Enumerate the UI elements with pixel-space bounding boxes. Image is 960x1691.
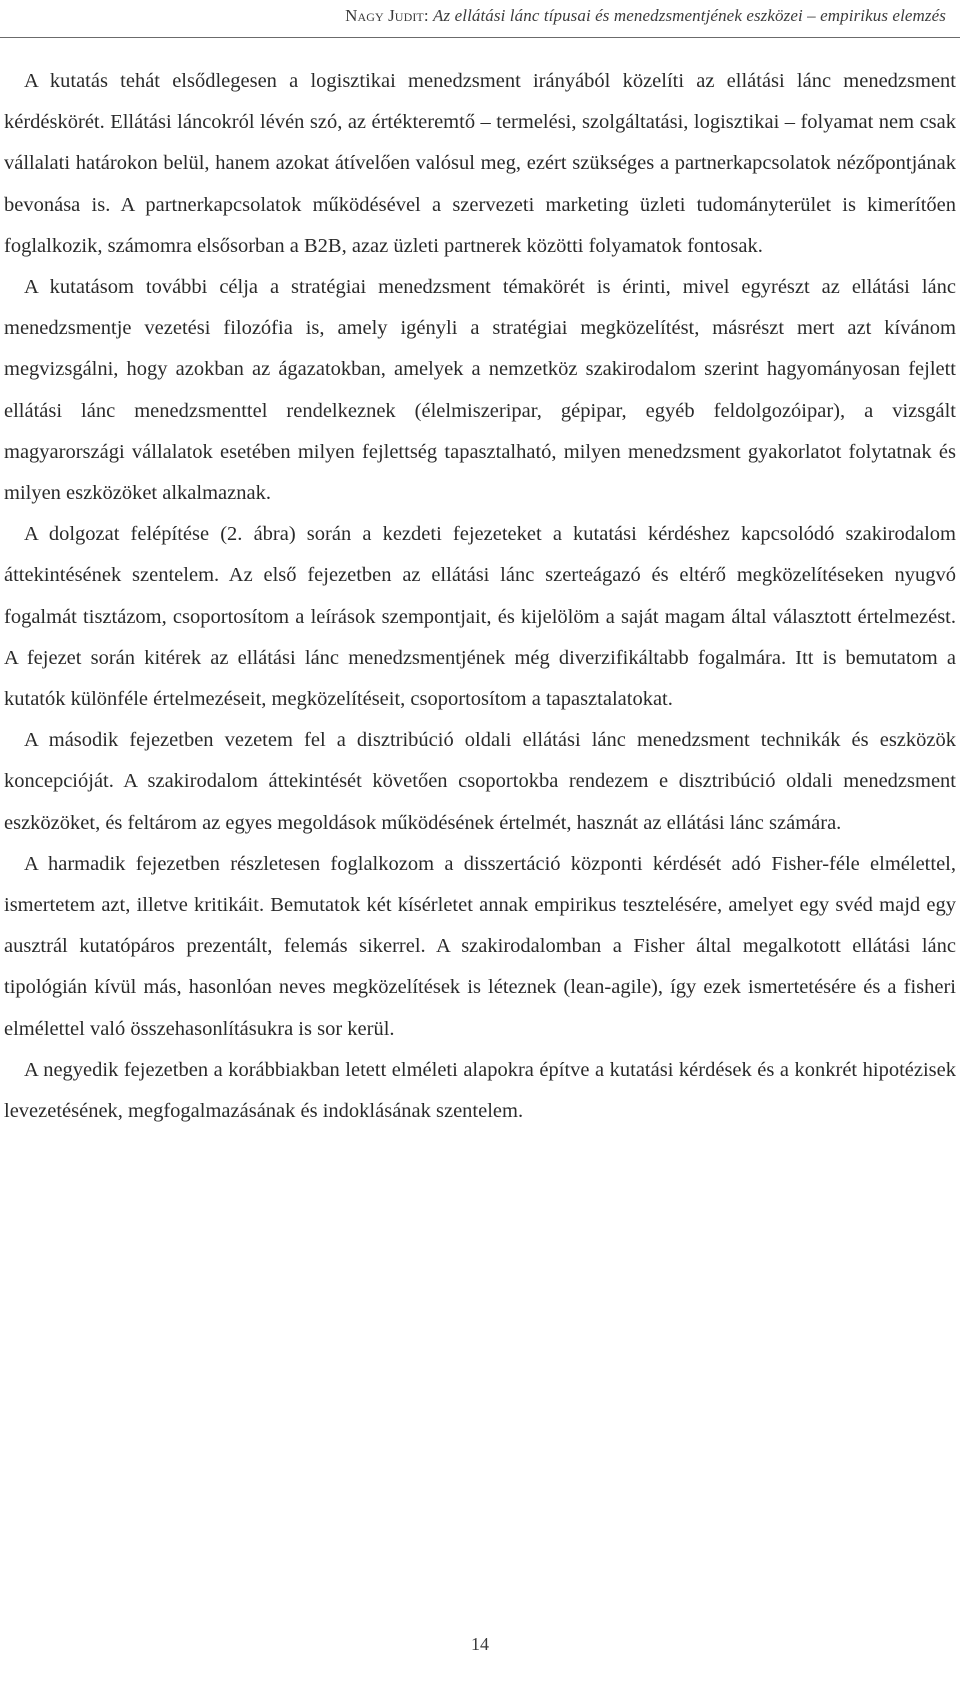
paragraph-4: A második fejezetben vezetem fel a disztribúció oldali ellátási lánc menedzsment technikák és eszközök koncepcióját. A szakirodalom áttekintését követően csoportokba rendezem e disztribúció oldali menedzsment eszközöket, és feltárom az egyes megoldások működésének értelmét, hasznát az ellátási lánc számára. [4, 729, 956, 834]
paragraph-2: A kutatásom további célja a stratégiai menedzsment témakörét is érinti, mivel egyrészt az ellátási lánc menedzsmentje vezetési filozófia is, amely igényli a stratégiai megközelítést, másrészt mert azt kívánom megvizsgálni, hogy azokban az ágazatokban, amelyek a nemzetköz szakirodalom szerint hagyományosan fejlett ellátási lánc menedzsmenttel rendelkeznek (élelmiszeripar, gépipar, egyéb feldolgozóipar), a vizsgált magyarországi vállalatok esetében milyen fejlettség tapasztalható, milyen menedzsment gyakorlatot folytatnak és milyen eszközöket alkalmaznak. [4, 276, 956, 505]
paragraph-6: A negyedik fejezetben a korábbiakban letett elméleti alapokra építve a kutatási kérdések és a konkrét hipotézisek levezetésének, megfogalmazásának és indoklásának szentelem. [4, 1058, 956, 1123]
running-header [0, 0, 960, 38]
paragraph-1: A kutatás tehát elsődlegesen a logisztikai menedzsment irányából közelíti az ellátási lánc menedzsment kérdéskörét. Ellátási láncokról lévén szó, az értékteremtő – termelési, szolgáltatási, logisztikai – folyamat nem csak vállalati határokon belül, hanem azokat átívelően valósul meg, ezért szükséges a partnerkapcsolatok nézőpontjának bevonása is. A partnerkapcsolatok működésével a szervezeti marketing üzleti tudományterület is kimerítően foglalkozik, számomra elsősorban a B2B, azaz üzleti partnerek közötti folyamatok fontosak. [4, 70, 956, 257]
paragraph-5: A harmadik fejezetben részletesen foglalkozom a disszertáció központi kérdését adó Fisher-féle elmélettel, ismertetem azt, illetve kritikáit. Bemutatok két kísérletet annak empirikus tesztelésére, amelyet egy svéd majd egy ausztrál kutatópáros prezentált, felemás sikerrel. A szakirodalomban a Fisher által megalkotott ellátási lánc tipológián kívül más, hasonlóan neves megközelítések is léteznek (lean-agile), így ezek ismertetésére és a fisheri elmélettel való összehasonlításukra is sor kerül. [4, 852, 956, 1040]
body-text [4, 61, 956, 1132]
header-author: Nagy Judit: [345, 6, 429, 25]
paragraph-3: A dolgozat felépítése (2. ábra) során a kezdeti fejezeteket a kutatási kérdéshez kapcsolódó szakirodalom áttekintésének szentelem. Az első fejezetben az ellátási lánc szerteágazó és eltérő megközelítéseken nyugvó fogalmát tisztázom, csoportosítom a leírások szempontjait, és kijelölöm a saját magam által választott értelmezést. A fejezet során kitérek az ellátási lánc menedzsmentjének még diverzifikáltabb fogalmára. Itt is bemutatom a kutatók különféle értelmezéseit, megközelítéseit, csoportosítom a tapasztalatokat. [4, 523, 956, 711]
header-title: Az ellátási lánc típusai és menedzsmentjének eszközei – empirikus elemzés [433, 6, 946, 25]
page-number: 14 [471, 1634, 489, 1654]
